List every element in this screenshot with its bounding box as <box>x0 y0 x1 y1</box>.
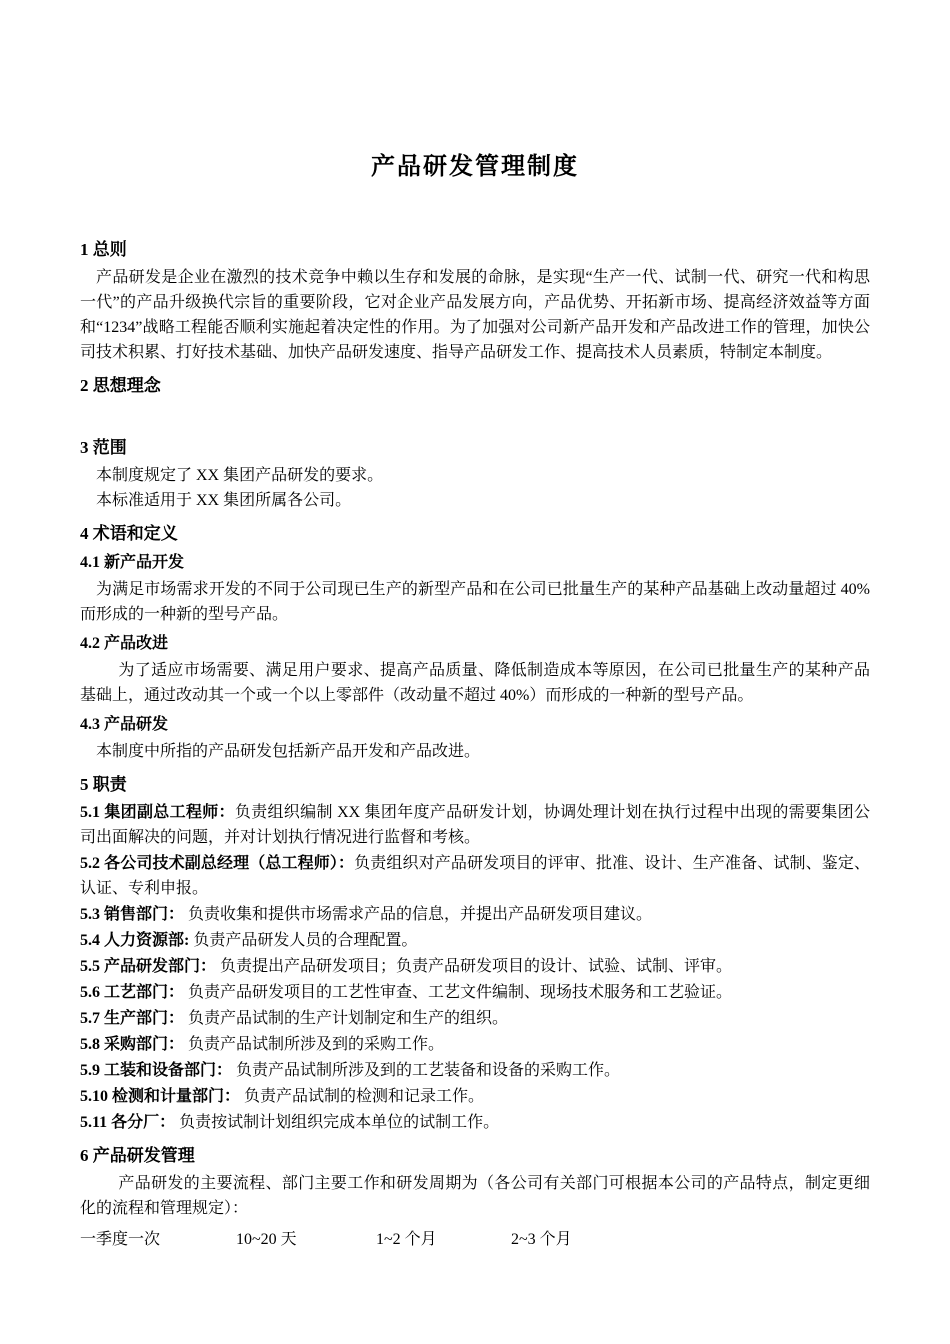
paragraph-rnd-management: 产品研发的主要流程、部门主要工作和研发周期为（各公司有关部门可根据本公司的产品特点，制定更细化的流程和管理规定）： <box>80 1175 870 1217</box>
duty-text: 负责按试制计划组织完成本单位的试制工作。 <box>175 1114 500 1131</box>
paragraph-rnd: 本制度中所指的产品研发包括新产品开发和产品改进。 <box>96 743 481 760</box>
duty-label: 5.4 人力资源部: <box>80 932 190 949</box>
duty-item <box>80 1006 870 1031</box>
section-heading-terms: 4 术语和定义 <box>80 524 178 543</box>
duty-item <box>80 980 870 1005</box>
section-heading-philosophy: 2 思想理念 <box>80 376 161 395</box>
duty-item <box>80 800 870 850</box>
subsection-heading-new-product: 4.1 新产品开发 <box>80 554 185 571</box>
duty-item <box>80 1110 870 1135</box>
subsection-heading-rnd: 4.3 产品研发 <box>80 716 169 733</box>
section-heading-scope: 3 范围 <box>80 438 127 457</box>
schedule-cell-months-2: 2~3 个月 <box>511 1231 572 1248</box>
duty-label: 5.8 采购部门： <box>80 1036 185 1053</box>
duty-text: 负责组织编制 XX 集团年度产品研发计划，协调处理计划在执行过程中出现的需要集团公司出面解决的问题，并对计划执行情况进行监督和考核。 <box>80 804 870 846</box>
duty-item <box>80 851 870 901</box>
duty-text: 负责产品试制的检测和记录工作。 <box>240 1088 485 1105</box>
duty-item <box>80 928 870 953</box>
duty-item <box>80 1084 870 1109</box>
empty-paragraph <box>80 401 870 427</box>
paragraph-improvement: 为了适应市场需要、满足用户要求、提高产品质量、降低制造成本等原因，在公司已批量生产的某种产品基础上，通过改动其一个或一个以上零部件（改动量不超过 40%）而形成的一种新的型号产品。 <box>80 662 870 704</box>
duty-text: 负责产品试制的生产计划制定和生产的组织。 <box>184 1010 509 1027</box>
duty-item <box>80 1032 870 1057</box>
duty-label: 5.2 各公司技术副总经理（总工程师）： <box>80 855 355 872</box>
duty-text: 负责收集和提供市场需求产品的信息，并提出产品研发项目建议。 <box>184 906 653 923</box>
duty-text: 负责产品试制所涉及到的采购工作。 <box>184 1036 445 1053</box>
paragraph-new-product: 为满足市场需求开发的不同于公司现已生产的新型产品和在公司已批量生产的某种产品基础上改动量超过 40%而形成的一种新的型号产品。 <box>80 581 870 623</box>
duty-label: 5.5 产品研发部门： <box>80 958 217 975</box>
duty-label: 5.9 工装和设备部门： <box>80 1062 233 1079</box>
duty-text: 负责产品试制所涉及到的工艺装备和设备的采购工作。 <box>232 1062 621 1079</box>
duty-item <box>80 902 870 927</box>
schedule-cell-months-1: 1~2 个月 <box>376 1231 437 1248</box>
paragraph-scope-2: 本标准适用于 XX 集团所属各公司。 <box>96 492 352 509</box>
duty-label: 5.3 销售部门： <box>80 906 185 923</box>
duty-text: 负责组织对产品研发项目的评审、批准、设计、生产准备、试制、鉴定、认证、专利申报。 <box>80 855 870 897</box>
schedule-cell-frequency: 一季度一次 <box>80 1231 161 1248</box>
duty-label: 5.1 集团副总工程师： <box>80 804 235 821</box>
section-heading-rnd-management: 6 产品研发管理 <box>80 1146 195 1165</box>
paragraph-general: 产品研发是企业在激烈的技术竞争中赖以生存和发展的命脉，是实现“生产一代、试制一代、研究一代和构思一代”的产品升级换代宗旨的重要阶段，它对企业产品发展方向，产品优势、开拓新市场、提高经济效益等方面和“1234”战略工程能否顺利实施起着决定性的作用。为了加强对公司新产品开发和产品改进工作的管理，加快公司技术积累、打好技术基础、加快产品研发速度、指导产品研发工作、提高技术人员素质，特制定本制度。 <box>80 269 870 361</box>
duty-text: 负责提出产品研发项目；负责产品研发项目的设计、试验、试制、评审。 <box>216 958 733 975</box>
paragraph-scope-1: 本制度规定了 XX 集团产品研发的要求。 <box>96 467 384 484</box>
schedule-row <box>80 1227 870 1252</box>
duty-label: 5.10 检测和计量部门： <box>80 1088 241 1105</box>
duty-item <box>80 954 870 979</box>
section-heading-duties: 5 职责 <box>80 775 127 794</box>
duty-item <box>80 1058 870 1083</box>
section-heading-general: 1 总则 <box>80 240 127 259</box>
document-title: 产品研发管理制度 <box>371 154 579 180</box>
schedule-cell-days: 10~20 天 <box>236 1231 297 1248</box>
duty-text: 负责产品研发项目的工艺性审查、工艺文件编制、现场技术服务和工艺验证。 <box>184 984 733 1001</box>
duty-label: 5.7 生产部门： <box>80 1010 185 1027</box>
duty-label: 5.6 工艺部门： <box>80 984 185 1001</box>
duty-label: 5.11 各分厂： <box>80 1114 176 1131</box>
subsection-heading-improvement: 4.2 产品改进 <box>80 635 169 652</box>
duty-text: 负责产品研发人员的合理配置。 <box>189 932 418 949</box>
